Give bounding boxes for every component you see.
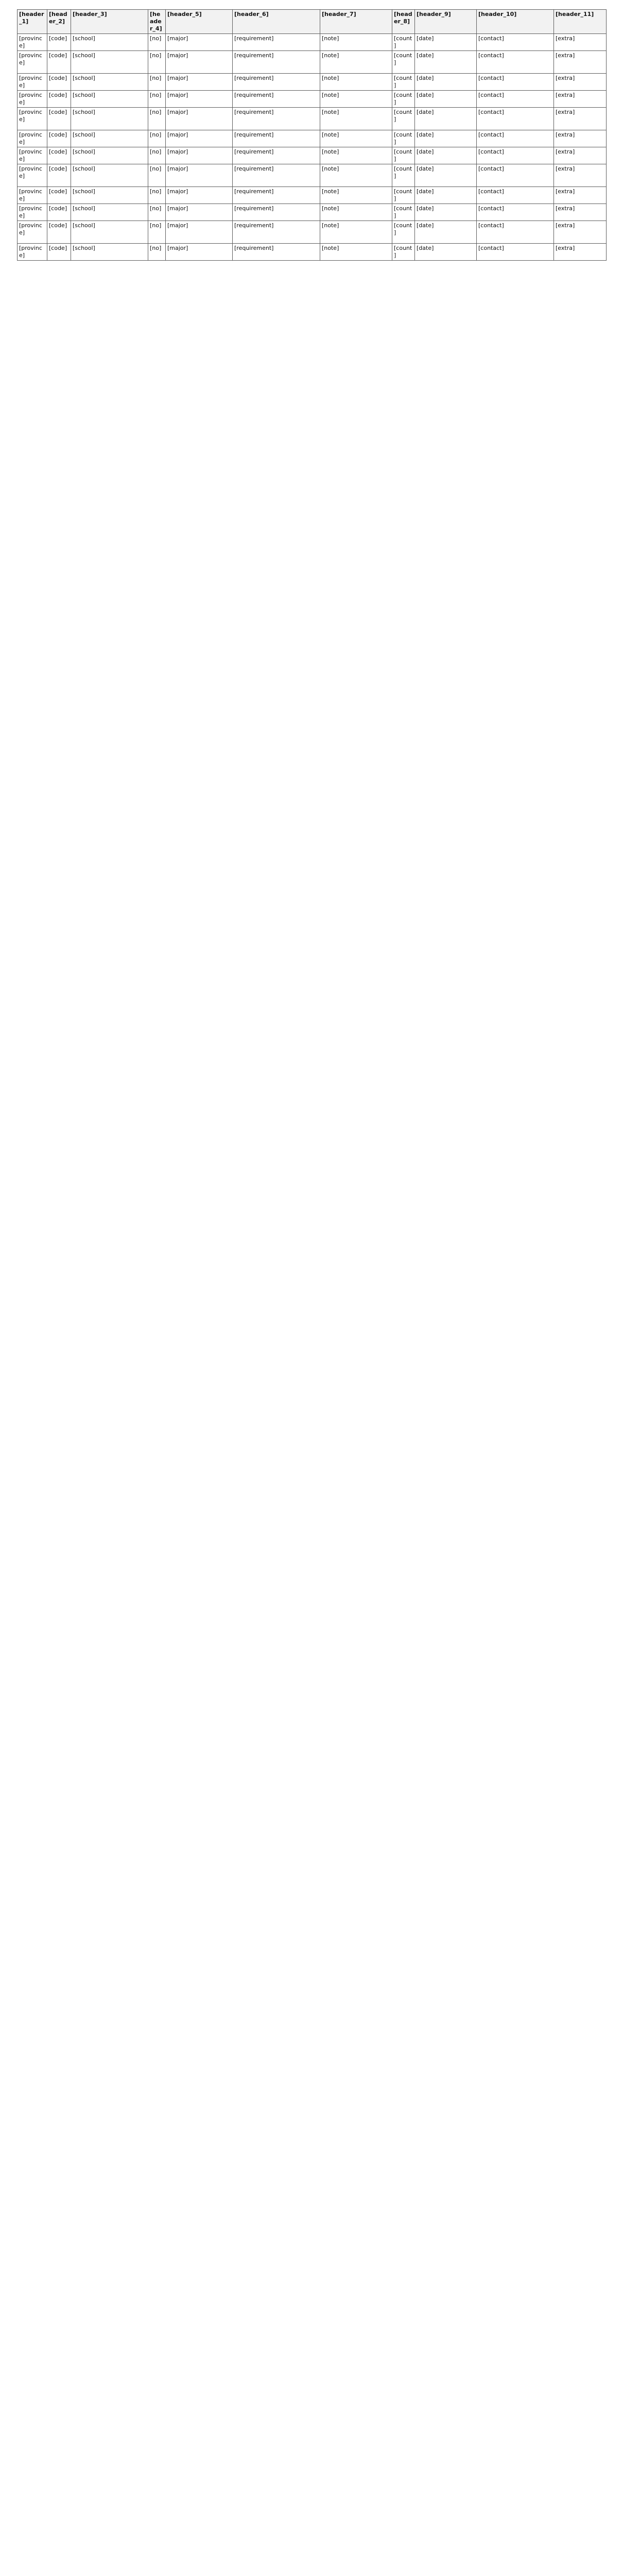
table-cell: [code] (47, 164, 71, 187)
table-cell: [count] (392, 108, 415, 130)
table-cell: [extra] (554, 187, 607, 204)
header-cell: [header_7] (320, 10, 392, 34)
table-row (18, 187, 607, 204)
header-cell: [header_8] (392, 10, 415, 34)
header-cell: [header_4] (148, 10, 166, 34)
table-cell: [major] (166, 221, 233, 244)
table-cell: [province] (18, 204, 47, 221)
table-cell: [province] (18, 221, 47, 244)
table-cell: [no] (148, 108, 166, 130)
table-cell: [count] (392, 244, 415, 261)
table-cell: [date] (415, 164, 477, 187)
table-cell: [school] (71, 204, 148, 221)
table-cell: [requirement] (233, 51, 320, 74)
table-cell: [requirement] (233, 147, 320, 164)
table-cell: [note] (320, 244, 392, 261)
table-cell: [count] (392, 34, 415, 51)
table-cell: [no] (148, 51, 166, 74)
table-cell: [requirement] (233, 74, 320, 91)
table-cell: [no] (148, 74, 166, 91)
table-cell: [date] (415, 91, 477, 108)
table-cell: [extra] (554, 108, 607, 130)
table-cell: [contact] (477, 204, 554, 221)
table-cell: [code] (47, 187, 71, 204)
header-cell: [header_1] (18, 10, 47, 34)
table-cell: [extra] (554, 74, 607, 91)
table-row (18, 130, 607, 147)
table-cell: [school] (71, 221, 148, 244)
table-row (18, 74, 607, 91)
header-cell: [header_10] (477, 10, 554, 34)
table-cell: [school] (71, 187, 148, 204)
table-cell: [no] (148, 34, 166, 51)
table-cell: [province] (18, 74, 47, 91)
table-cell: [note] (320, 91, 392, 108)
table-cell: [extra] (554, 34, 607, 51)
table-cell: [school] (71, 74, 148, 91)
table-cell: [no] (148, 91, 166, 108)
table-cell: [requirement] (233, 164, 320, 187)
table-cell: [contact] (477, 187, 554, 204)
table-cell: [extra] (554, 164, 607, 187)
table-cell: [no] (148, 147, 166, 164)
table-cell: [contact] (477, 147, 554, 164)
table-cell: [major] (166, 108, 233, 130)
table-cell: [date] (415, 74, 477, 91)
table-cell: [count] (392, 91, 415, 108)
table-cell: [note] (320, 147, 392, 164)
table-cell: [date] (415, 187, 477, 204)
table-cell: [major] (166, 204, 233, 221)
table-cell: [school] (71, 91, 148, 108)
table-cell: [contact] (477, 108, 554, 130)
table-cell: [count] (392, 51, 415, 74)
table-cell: [requirement] (233, 204, 320, 221)
table-row (18, 91, 607, 108)
table-cell: [school] (71, 164, 148, 187)
table-cell: [date] (415, 108, 477, 130)
table-cell: [code] (47, 221, 71, 244)
table-cell: [requirement] (233, 130, 320, 147)
table-cell: [extra] (554, 244, 607, 261)
table-header (18, 10, 607, 34)
table-cell: [province] (18, 244, 47, 261)
table-container (17, 9, 606, 261)
header-cell: [header_3] (71, 10, 148, 34)
table-cell: [major] (166, 244, 233, 261)
table-row (18, 147, 607, 164)
table-row (18, 34, 607, 51)
table-cell: [requirement] (233, 187, 320, 204)
table-cell: [extra] (554, 204, 607, 221)
table-cell: [date] (415, 244, 477, 261)
table-cell: [code] (47, 74, 71, 91)
table-cell: [province] (18, 108, 47, 130)
table-cell: [contact] (477, 74, 554, 91)
table-row (18, 51, 607, 74)
table-cell: [province] (18, 187, 47, 204)
table-cell: [note] (320, 221, 392, 244)
table-cell: [code] (47, 130, 71, 147)
table-cell: [count] (392, 130, 415, 147)
table-cell: [no] (148, 204, 166, 221)
table-cell: [major] (166, 164, 233, 187)
table-cell: [major] (166, 91, 233, 108)
table-cell: [province] (18, 51, 47, 74)
table-cell: [requirement] (233, 221, 320, 244)
table-cell: [note] (320, 130, 392, 147)
table-cell: [requirement] (233, 108, 320, 130)
table-cell: [province] (18, 147, 47, 164)
table-cell: [extra] (554, 91, 607, 108)
header-cell: [header_11] (554, 10, 607, 34)
table-cell: [date] (415, 51, 477, 74)
table-cell: [no] (148, 221, 166, 244)
table-cell: [code] (47, 108, 71, 130)
table-cell: [count] (392, 164, 415, 187)
table-row (18, 164, 607, 187)
table-cell: [extra] (554, 51, 607, 74)
table-cell: [province] (18, 91, 47, 108)
table-cell: [date] (415, 204, 477, 221)
table-cell: [code] (47, 91, 71, 108)
table-cell: [province] (18, 34, 47, 51)
table-cell: [no] (148, 187, 166, 204)
table-cell: [school] (71, 51, 148, 74)
table-row (18, 108, 607, 130)
table-cell: [requirement] (233, 244, 320, 261)
header-cell: [header_5] (166, 10, 233, 34)
table-cell: [note] (320, 74, 392, 91)
table-body (18, 34, 607, 261)
data-table (17, 9, 607, 261)
table-cell: [major] (166, 34, 233, 51)
table-cell: [note] (320, 51, 392, 74)
table-cell: [note] (320, 187, 392, 204)
table-cell: [contact] (477, 91, 554, 108)
table-cell: [note] (320, 34, 392, 51)
table-cell: [school] (71, 244, 148, 261)
table-cell: [province] (18, 164, 47, 187)
table-cell: [note] (320, 204, 392, 221)
table-cell: [major] (166, 74, 233, 91)
table-cell: [no] (148, 164, 166, 187)
table-row (18, 221, 607, 244)
table-cell: [contact] (477, 221, 554, 244)
table-cell: [code] (47, 244, 71, 261)
header-cell: [header_2] (47, 10, 71, 34)
table-cell: [code] (47, 204, 71, 221)
table-cell: [note] (320, 108, 392, 130)
table-cell: [date] (415, 147, 477, 164)
header-cell: [header_6] (233, 10, 320, 34)
table-cell: [count] (392, 74, 415, 91)
table-cell: [contact] (477, 164, 554, 187)
table-cell: [province] (18, 130, 47, 147)
table-cell: [note] (320, 164, 392, 187)
table-cell: [code] (47, 51, 71, 74)
table-cell: [no] (148, 244, 166, 261)
table-cell: [school] (71, 147, 148, 164)
table-cell: [contact] (477, 244, 554, 261)
table-cell: [count] (392, 147, 415, 164)
table-cell: [count] (392, 221, 415, 244)
header-cell: [header_9] (415, 10, 477, 34)
table-cell: [no] (148, 130, 166, 147)
table-row (18, 244, 607, 261)
table-cell: [extra] (554, 221, 607, 244)
table-cell: [school] (71, 34, 148, 51)
table-cell: [contact] (477, 51, 554, 74)
table-cell: [count] (392, 204, 415, 221)
table-cell: [school] (71, 108, 148, 130)
table-cell: [date] (415, 34, 477, 51)
table-cell: [date] (415, 221, 477, 244)
table-cell: [requirement] (233, 91, 320, 108)
table-cell: [extra] (554, 147, 607, 164)
table-cell: [code] (47, 147, 71, 164)
table-cell: [school] (71, 130, 148, 147)
table-cell: [code] (47, 34, 71, 51)
table-cell: [major] (166, 147, 233, 164)
table-cell: [major] (166, 130, 233, 147)
table-cell: [major] (166, 51, 233, 74)
table-row (18, 204, 607, 221)
table-cell: [extra] (554, 130, 607, 147)
table-cell: [requirement] (233, 34, 320, 51)
table-cell: [major] (166, 187, 233, 204)
header-row (18, 10, 607, 34)
table-cell: [contact] (477, 34, 554, 51)
table-cell: [contact] (477, 130, 554, 147)
table-cell: [date] (415, 130, 477, 147)
table-cell: [count] (392, 187, 415, 204)
